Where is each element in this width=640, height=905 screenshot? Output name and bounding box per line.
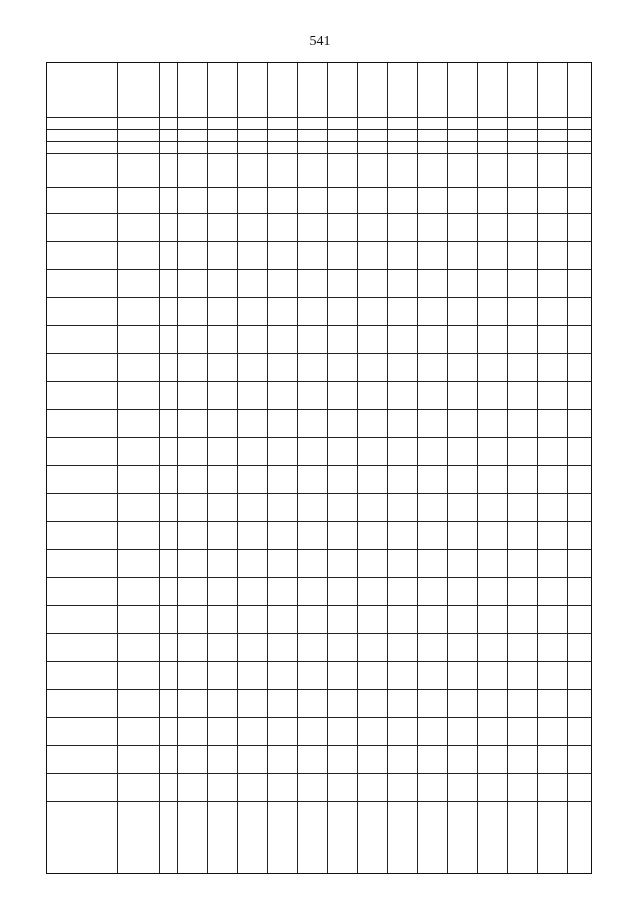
grid-line [447, 63, 448, 873]
grid-line [297, 63, 298, 873]
grid-line [507, 63, 508, 873]
grid-line [207, 63, 208, 873]
grid-line [47, 577, 591, 578]
grid-line [47, 437, 591, 438]
grid-line [47, 633, 591, 634]
grid-line [47, 773, 591, 774]
grid-line [47, 187, 591, 188]
grid-line [47, 689, 591, 690]
grid-line [47, 801, 591, 802]
grid-line [177, 63, 178, 873]
grid-line [267, 63, 268, 873]
grid-line [47, 297, 591, 298]
grid-line [47, 141, 591, 142]
grid-line [47, 409, 591, 410]
grid-line [47, 325, 591, 326]
grid-line [47, 465, 591, 466]
grid-line [47, 213, 591, 214]
grid-line [47, 745, 591, 746]
grid-line [47, 381, 591, 382]
grid-line [237, 63, 238, 873]
grid-line [47, 241, 591, 242]
page-number: 541 [309, 34, 331, 49]
grid-line [47, 717, 591, 718]
grid-line [47, 129, 591, 130]
grid-line [477, 63, 478, 873]
grid-line [117, 63, 118, 873]
grid-line [47, 549, 591, 550]
grid-line [47, 493, 591, 494]
grid-line [567, 63, 568, 873]
grid-line [47, 153, 591, 154]
grid-line [47, 269, 591, 270]
grid-line [47, 605, 591, 606]
grid-line [387, 63, 388, 873]
grid-line [47, 117, 591, 118]
grid-line [417, 63, 418, 873]
grid-line [537, 63, 538, 873]
rotated-budget-table [46, 62, 592, 874]
grid-line [357, 63, 358, 873]
grid-line [47, 521, 591, 522]
grid-line [327, 63, 328, 873]
grid-line [47, 353, 591, 354]
grid-line [159, 63, 160, 873]
grid-line [47, 661, 591, 662]
